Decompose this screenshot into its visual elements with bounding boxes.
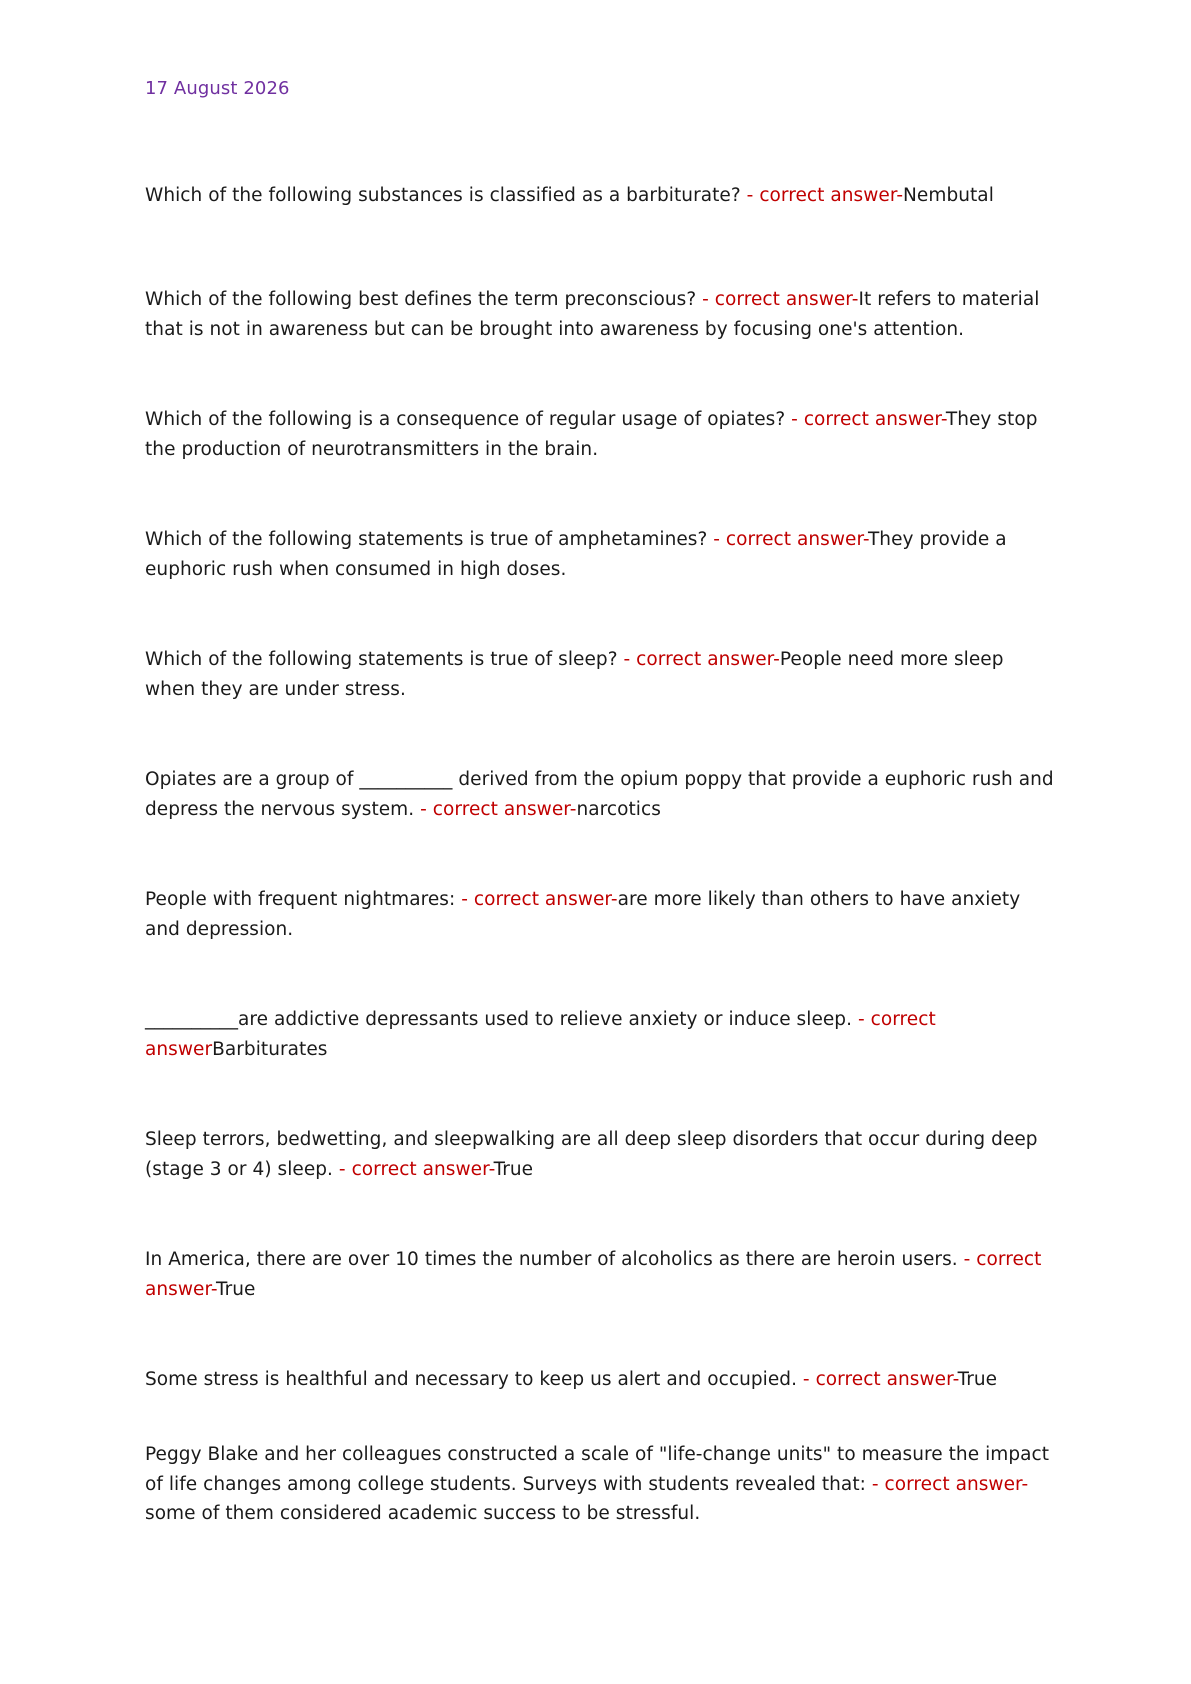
answer-marker: - correct answer- xyxy=(785,409,946,430)
answer-text: It refers to material that is not in awareness but can be brought into awareness by focusing one's attention. xyxy=(145,289,1040,340)
question-text: In America, there are over 10 times the number of alcoholics as there are heroin users. xyxy=(145,1249,958,1270)
question-text: Which of the following best defines the term preconscious? xyxy=(145,289,697,310)
qa-item-11 xyxy=(145,1365,1055,1395)
document-date: 17 August 2026 xyxy=(145,78,290,99)
answer-text: are more likely than others to have anxiety and depression. xyxy=(145,889,1021,940)
answer-marker: - correct answer- xyxy=(414,798,577,820)
answer-marker: - correct answer- xyxy=(617,649,780,670)
answer-text: True xyxy=(957,1369,998,1390)
question-text: Which of the following statements is true of amphetamines? xyxy=(145,529,708,550)
qa-item-3 xyxy=(145,405,1055,464)
qa-item-7 xyxy=(145,885,1055,944)
question-text: Which of the following statements is true of sleep? xyxy=(145,649,618,670)
question-text: Sleep terrors, bedwetting, and sleepwalking are all deep sleep disorders that occur during deep (stage 3 or 4) sleep. xyxy=(145,1129,1038,1180)
answer-marker: - correct answer- xyxy=(865,1473,1029,1495)
answer-marker: - correct answer- xyxy=(455,889,618,910)
answer-marker: - correct answer- xyxy=(696,289,859,310)
question-text: __________are addictive depressants used to relieve anxiety or induce sleep. xyxy=(145,1009,853,1030)
answer-text: True xyxy=(493,1158,534,1180)
answer-text: They provide a euphoric rush when consumed in high doses. xyxy=(145,529,1007,580)
answer-marker: - correct answer- xyxy=(145,1249,1042,1300)
qa-item-4 xyxy=(145,525,1055,584)
answer-marker: - correct answer- xyxy=(797,1369,958,1390)
question-text: Which of the following is a consequence of regular usage of opiates? xyxy=(145,409,786,430)
question-text: Peggy Blake and her colleagues constructed a scale of "life-change units" to measure the impact of life changes among college students. Surveys with students revealed that: xyxy=(145,1444,1050,1495)
answer-text: They stop the production of neurotransmitters in the brain. xyxy=(145,409,1038,460)
question-text: People with frequent nightmares: xyxy=(145,889,456,910)
qa-item-9 xyxy=(145,1125,1055,1184)
question-text: Which of the following substances is classified as a barbiturate? xyxy=(145,185,741,206)
qa-item-1 xyxy=(145,181,1055,211)
answer-marker: - correct answer xyxy=(145,1009,936,1060)
answer-text: some of them considered academic success to be stressful. xyxy=(145,1503,701,1524)
qa-item-10 xyxy=(145,1245,1055,1304)
qa-item-6 xyxy=(145,765,1055,824)
answer-text: Barbiturates xyxy=(212,1038,328,1060)
qa-item-2 xyxy=(145,285,1055,344)
qa-item-5 xyxy=(145,645,1055,704)
qa-item-8 xyxy=(145,1005,1055,1064)
answer-text: Nembutal xyxy=(903,185,994,206)
answer-marker: - correct answer- xyxy=(707,529,868,550)
answer-marker: - correct answer- xyxy=(740,185,904,206)
answer-marker: - correct answer- xyxy=(333,1158,494,1180)
answer-text: narcotics xyxy=(576,798,661,820)
qa-item-12 xyxy=(145,1440,1055,1529)
question-text: Opiates are a group of __________ derived from the opium poppy that provide a euphoric rush and depress the nervous system. xyxy=(145,769,1054,820)
answer-text: True xyxy=(215,1278,256,1300)
question-text: Some stress is healthful and necessary to keep us alert and occupied. xyxy=(145,1369,797,1390)
answer-text: People need more sleep when they are under stress. xyxy=(145,649,1004,700)
